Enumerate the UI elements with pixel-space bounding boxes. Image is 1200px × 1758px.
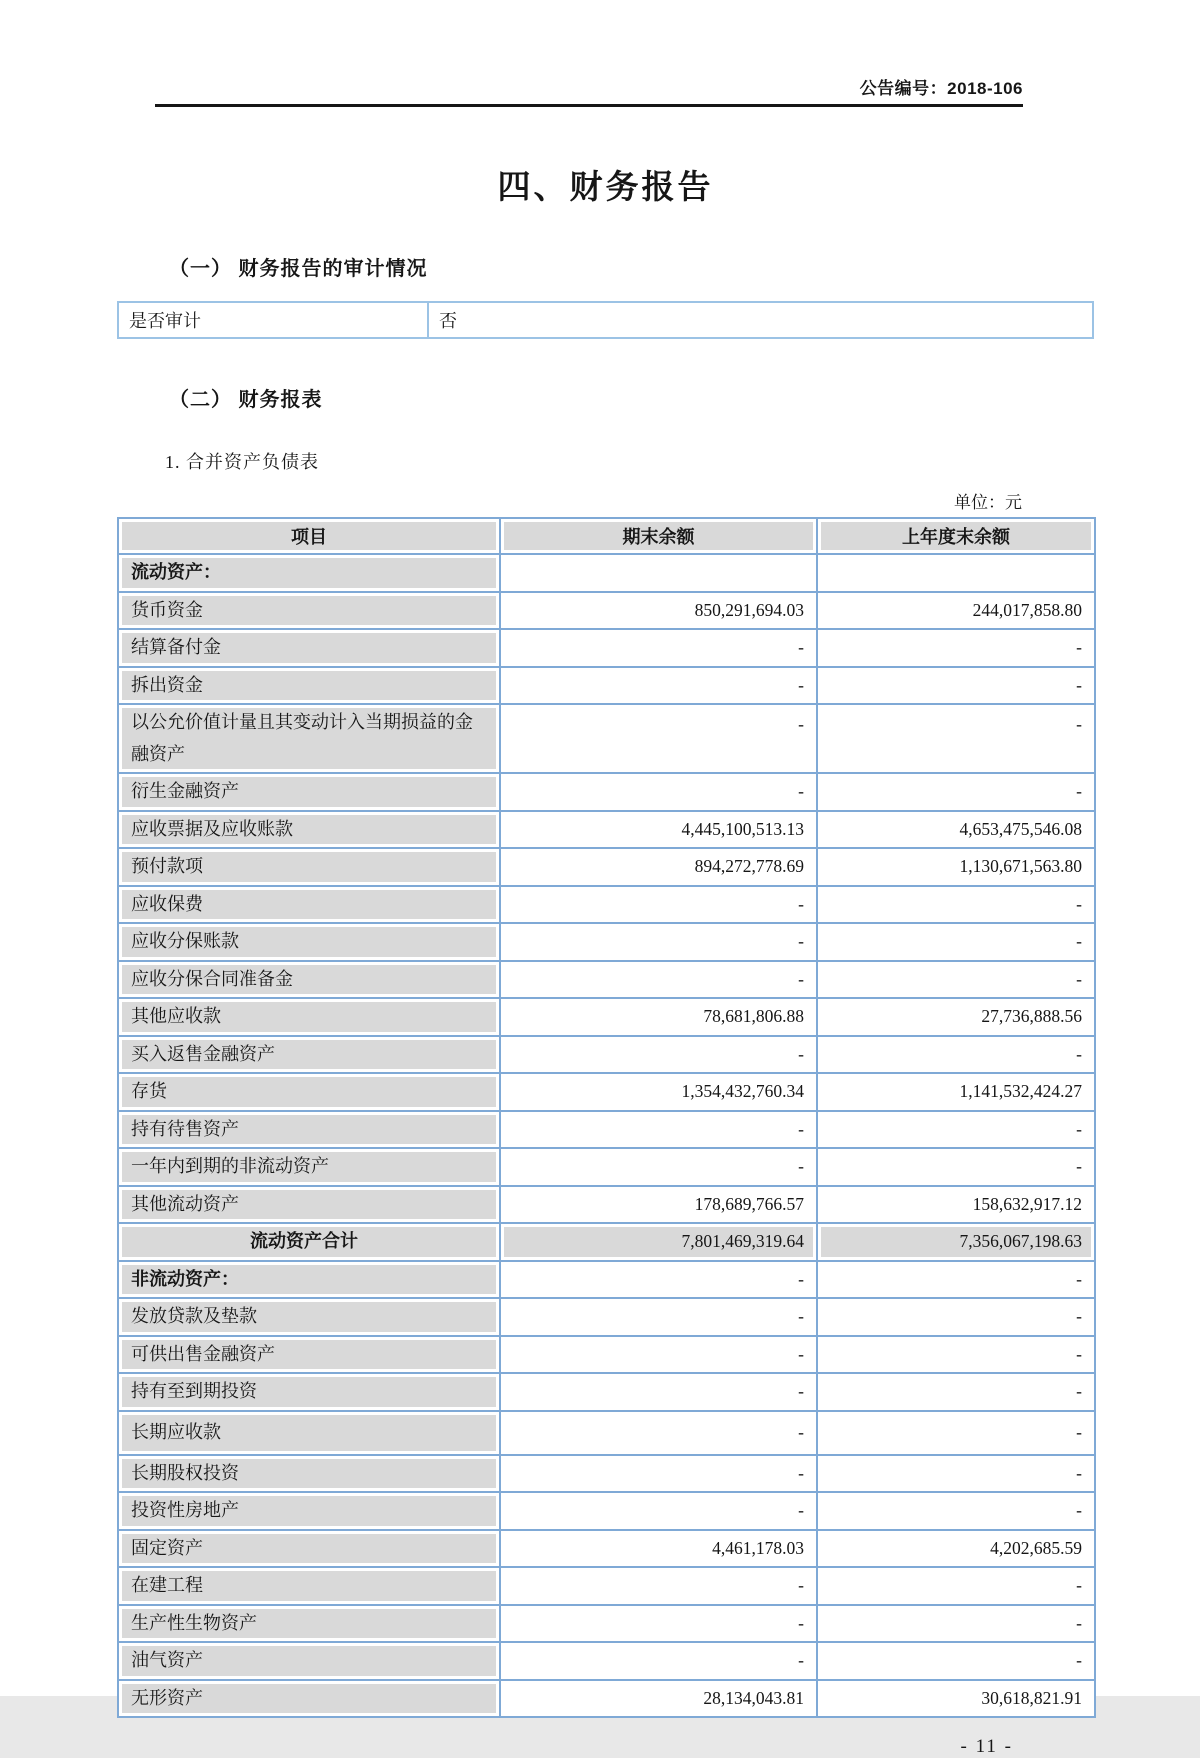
- previous-balance-cell: -: [817, 1036, 1095, 1074]
- page-content: [117, 0, 1094, 1758]
- previous-balance-cell: 30,618,821.91: [817, 1680, 1095, 1718]
- previous-balance-cell: -: [817, 1492, 1095, 1530]
- current-balance-cell: -: [500, 1036, 817, 1074]
- item-cell: 投资性房地产: [118, 1492, 500, 1530]
- audit-answer-cell: 否: [428, 302, 1093, 338]
- previous-balance-cell: 27,736,888.56: [817, 998, 1095, 1036]
- current-balance-cell: -: [500, 1336, 817, 1374]
- audit-row: [118, 302, 1093, 338]
- item-cell: 应收保费: [118, 886, 500, 924]
- item-cell: 非流动资产：: [118, 1261, 500, 1299]
- table-header-row: [118, 518, 1095, 554]
- previous-balance-cell: -: [817, 1148, 1095, 1186]
- previous-balance-cell: -: [817, 1336, 1095, 1374]
- item-cell: 应收分保账款: [118, 923, 500, 961]
- column-header-current-balance: 期末余额: [500, 518, 817, 554]
- table-row: [118, 1455, 1095, 1493]
- item-cell: 拆出资金: [118, 667, 500, 705]
- table-row: [118, 1148, 1095, 1186]
- item-cell: 油气资产: [118, 1642, 500, 1680]
- previous-balance-cell: -: [817, 1261, 1095, 1299]
- page-title: 四、财务报告: [497, 168, 714, 205]
- previous-balance-cell: 1,141,532,424.27: [817, 1073, 1095, 1111]
- current-balance-cell: -: [500, 1373, 817, 1411]
- section-2-heading: （二） 财务报表: [169, 389, 323, 411]
- current-balance-cell: -: [500, 1111, 817, 1149]
- current-balance-cell: -: [500, 1642, 817, 1680]
- table-row: [118, 1492, 1095, 1530]
- previous-balance-cell: -: [817, 961, 1095, 999]
- column-header-item: 项目: [118, 518, 500, 554]
- table-row: [118, 1411, 1095, 1455]
- previous-balance-cell: -: [817, 667, 1095, 705]
- table-row: [118, 592, 1095, 630]
- previous-balance-cell: -: [817, 1373, 1095, 1411]
- current-balance-cell: -: [500, 629, 817, 667]
- previous-balance-cell: -: [817, 1567, 1095, 1605]
- previous-balance-cell: 4,202,685.59: [817, 1530, 1095, 1568]
- item-cell: 长期应收款: [118, 1411, 500, 1455]
- announcement-number: 公告编号：2018-106: [155, 74, 1023, 107]
- current-balance-cell: 28,134,043.81: [500, 1680, 817, 1718]
- previous-balance-cell: -: [817, 629, 1095, 667]
- item-cell: 长期股权投资: [118, 1455, 500, 1493]
- item-cell: 其他应收款: [118, 998, 500, 1036]
- current-balance-cell: 1,354,432,760.34: [500, 1073, 817, 1111]
- item-cell: 应收票据及应收账款: [118, 811, 500, 849]
- previous-balance-cell: 4,653,475,546.08: [817, 811, 1095, 849]
- current-balance-cell: -: [500, 1148, 817, 1186]
- statement-title: 1. 合并资产负债表: [165, 452, 319, 472]
- current-balance-cell: 850,291,694.03: [500, 592, 817, 630]
- item-cell: 流动资产：: [118, 554, 500, 592]
- table-row: [118, 998, 1095, 1036]
- table-row: [118, 1530, 1095, 1568]
- current-balance-cell: 4,461,178.03: [500, 1530, 817, 1568]
- table-row: [118, 1567, 1095, 1605]
- item-cell: 固定资产: [118, 1530, 500, 1568]
- item-cell: 无形资产: [118, 1680, 500, 1718]
- previous-balance-cell: -: [817, 886, 1095, 924]
- item-cell: 其他流动资产: [118, 1186, 500, 1224]
- table-row: [118, 667, 1095, 705]
- previous-balance-cell: -: [817, 1642, 1095, 1680]
- current-balance-cell: [500, 554, 817, 592]
- table-row: [118, 704, 1095, 773]
- current-balance-cell: -: [500, 1411, 817, 1455]
- current-balance-cell: -: [500, 773, 817, 811]
- current-balance-cell: -: [500, 961, 817, 999]
- table-row: [118, 1298, 1095, 1336]
- item-cell: 存货: [118, 1073, 500, 1111]
- item-cell: 应收分保合同准备金: [118, 961, 500, 999]
- previous-balance-cell: -: [817, 1111, 1095, 1149]
- table-row: [118, 1605, 1095, 1643]
- previous-balance-cell: -: [817, 1605, 1095, 1643]
- table-row: [118, 1111, 1095, 1149]
- current-balance-cell: -: [500, 1261, 817, 1299]
- table-row: [118, 1223, 1095, 1261]
- table-row: [118, 1680, 1095, 1718]
- table-row: [118, 1336, 1095, 1374]
- table-row: [118, 1373, 1095, 1411]
- table-row: [118, 886, 1095, 924]
- item-cell: 以公允价值计量且其变动计入当期损益的金融资产: [118, 704, 500, 773]
- page-number: - 11 -: [960, 1736, 1013, 1757]
- table-row: [118, 554, 1095, 592]
- table-row: [118, 1186, 1095, 1224]
- table-row: [118, 629, 1095, 667]
- item-cell: 结算备付金: [118, 629, 500, 667]
- previous-balance-cell: 1,130,671,563.80: [817, 848, 1095, 886]
- item-cell: 可供出售金融资产: [118, 1336, 500, 1374]
- previous-balance-cell: 7,356,067,198.63: [817, 1223, 1095, 1261]
- audit-table: [117, 301, 1094, 339]
- current-balance-cell: -: [500, 886, 817, 924]
- current-balance-cell: 4,445,100,513.13: [500, 811, 817, 849]
- item-cell: 流动资产合计: [118, 1223, 500, 1261]
- current-balance-cell: 7,801,469,319.64: [500, 1223, 817, 1261]
- current-balance-cell: 78,681,806.88: [500, 998, 817, 1036]
- current-balance-cell: -: [500, 1298, 817, 1336]
- item-cell: 预付款项: [118, 848, 500, 886]
- table-row: [118, 811, 1095, 849]
- table-row: [118, 1073, 1095, 1111]
- previous-balance-cell: 244,017,858.80: [817, 592, 1095, 630]
- previous-balance-cell: -: [817, 923, 1095, 961]
- item-cell: 货币资金: [118, 592, 500, 630]
- current-balance-cell: -: [500, 1492, 817, 1530]
- audit-question-cell: 是否审计: [118, 302, 428, 338]
- current-balance-cell: 178,689,766.57: [500, 1186, 817, 1224]
- previous-balance-cell: -: [817, 1411, 1095, 1455]
- previous-balance-cell: -: [817, 773, 1095, 811]
- section-1-heading: （一） 财务报告的审计情况: [169, 258, 428, 280]
- previous-balance-cell: -: [817, 1298, 1095, 1336]
- table-row: [118, 923, 1095, 961]
- current-balance-cell: 894,272,778.69: [500, 848, 817, 886]
- table-row: [118, 1261, 1095, 1299]
- current-balance-cell: -: [500, 1605, 817, 1643]
- item-cell: 衍生金融资产: [118, 773, 500, 811]
- table-row: [118, 773, 1095, 811]
- current-balance-cell: -: [500, 1567, 817, 1605]
- current-balance-cell: -: [500, 667, 817, 705]
- column-header-previous-balance: 上年度末余额: [817, 518, 1095, 554]
- item-cell: 生产性生物资产: [118, 1605, 500, 1643]
- unit-note: 单位：元: [954, 493, 1022, 512]
- current-balance-cell: -: [500, 923, 817, 961]
- table-row: [118, 1642, 1095, 1680]
- item-cell: 持有待售资产: [118, 1111, 500, 1149]
- table-row: [118, 1036, 1095, 1074]
- previous-balance-cell: [817, 554, 1095, 592]
- current-balance-cell: -: [500, 1455, 817, 1493]
- balance-sheet-table: [117, 517, 1096, 1718]
- item-cell: 买入返售金融资产: [118, 1036, 500, 1074]
- current-balance-cell: -: [500, 704, 817, 773]
- table-row: [118, 961, 1095, 999]
- item-cell: 在建工程: [118, 1567, 500, 1605]
- previous-balance-cell: 158,632,917.12: [817, 1186, 1095, 1224]
- item-cell: 一年内到期的非流动资产: [118, 1148, 500, 1186]
- table-row: [118, 848, 1095, 886]
- previous-balance-cell: -: [817, 704, 1095, 773]
- previous-balance-cell: -: [817, 1455, 1095, 1493]
- item-cell: 发放贷款及垫款: [118, 1298, 500, 1336]
- item-cell: 持有至到期投资: [118, 1373, 500, 1411]
